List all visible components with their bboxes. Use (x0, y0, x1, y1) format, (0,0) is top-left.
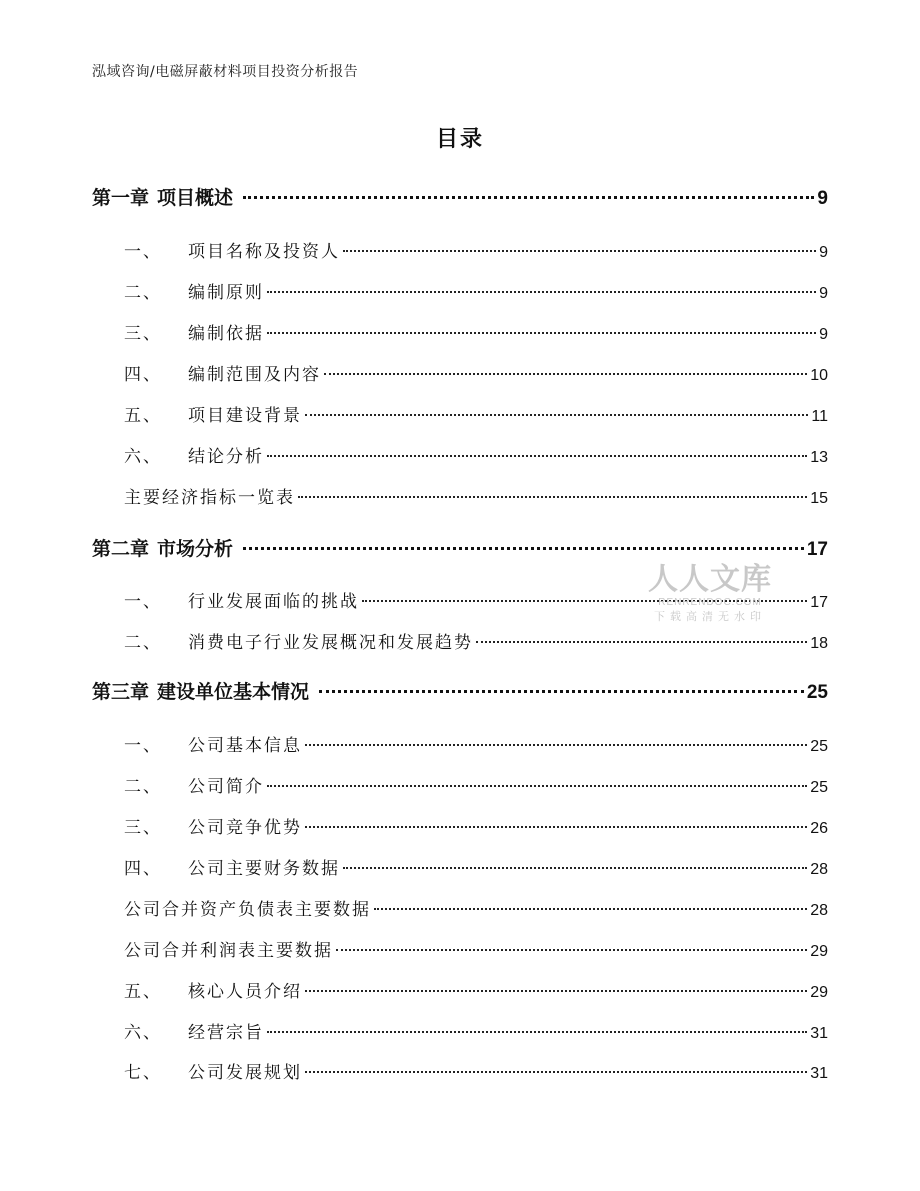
toc-section-entry[interactable] (124, 360, 828, 385)
toc-entry-title: 消费电子行业发展概况和发展趋势 (188, 633, 473, 653)
toc-chapter-entry[interactable] (92, 183, 828, 210)
toc-dot-leader (336, 949, 807, 951)
toc-dot-leader (374, 908, 807, 910)
toc-entry-title: 公司合并资产负债表主要数据 (124, 900, 371, 920)
toc-dot-leader (319, 690, 804, 693)
toc-entry-number: 三、 (124, 818, 162, 838)
toc-dot-leader (267, 291, 816, 293)
toc-entry-number: 五、 (124, 406, 162, 426)
toc-section-entry[interactable] (124, 442, 828, 467)
toc-page-number: 17 (806, 539, 828, 560)
toc-section-entry[interactable] (124, 813, 828, 838)
toc-page-number: 9 (819, 326, 828, 343)
toc-page-number: 9 (819, 244, 828, 261)
toc-dot-leader (343, 250, 816, 252)
running-header: 泓域咨询/电磁屏蔽材料项目投资分析报告 (92, 64, 359, 80)
toc-entry-number: 四、 (124, 365, 162, 385)
toc-entry-number: 四、 (124, 859, 162, 879)
toc-section-entry[interactable] (124, 628, 828, 653)
toc-dot-leader (267, 785, 807, 787)
toc-page-number: 25 (810, 738, 828, 755)
toc-section-entry[interactable] (124, 977, 828, 1002)
toc-dot-leader (243, 196, 814, 199)
toc-page-number: 31 (810, 1065, 828, 1082)
toc-entry-title: 公司合并利润表主要数据 (124, 941, 333, 961)
toc-entry-title: 公司发展规划 (188, 1063, 302, 1083)
toc-entry-title: 主要经济指标一览表 (124, 488, 295, 508)
toc-page-number: 25 (810, 779, 828, 796)
toc-page-number: 29 (810, 943, 828, 960)
toc-dot-leader (267, 455, 807, 457)
toc-page-number: 18 (810, 635, 828, 652)
toc-entry-number: 六、 (124, 447, 162, 467)
toc-page-number: 25 (806, 682, 828, 703)
toc-section-entry[interactable] (124, 1058, 828, 1083)
toc-page-number: 17 (810, 594, 828, 611)
toc-entry-title: 编制原则 (188, 283, 264, 303)
toc-entry-number: 七、 (124, 1063, 162, 1083)
toc-entry-title: 项目名称及投资人 (188, 242, 340, 262)
toc-page-number: 29 (810, 984, 828, 1001)
toc-entry-title: 市场分析 (157, 538, 234, 560)
toc-dot-leader (324, 373, 807, 375)
toc-entry-number: 第一章 (92, 187, 150, 209)
toc-title: 目录 (435, 127, 484, 152)
toc-section-entry[interactable] (124, 895, 828, 920)
toc-page-number: 28 (810, 902, 828, 919)
toc-section-entry[interactable] (124, 936, 828, 961)
toc-entry-title: 行业发展面临的挑战 (188, 592, 359, 612)
toc-entry-title: 项目概述 (157, 187, 234, 209)
toc-section-entry[interactable] (124, 278, 828, 303)
toc-entry-title: 核心人员介绍 (188, 982, 302, 1002)
toc-page-number: 9 (819, 285, 828, 302)
toc-dot-leader (476, 641, 807, 643)
toc-page-number: 26 (810, 820, 828, 837)
toc-dot-leader (305, 1071, 807, 1073)
toc-page-number: 15 (810, 490, 828, 507)
toc-entry-number: 五、 (124, 982, 162, 1002)
toc-entry-title: 建设单位基本情况 (157, 681, 310, 703)
watermark-main-text: 人人文库 (648, 562, 772, 597)
toc-section-entry[interactable] (124, 854, 828, 879)
toc-section-entry[interactable] (124, 319, 828, 344)
toc-dot-leader (267, 332, 816, 334)
toc-dot-leader (267, 1031, 807, 1033)
toc-dot-leader (305, 414, 808, 416)
toc-entry-number: 二、 (124, 283, 162, 303)
toc-entry-number: 三、 (124, 324, 162, 344)
toc-dot-leader (298, 496, 807, 498)
toc-page-number: 10 (810, 367, 828, 384)
toc-entry-title: 公司主要财务数据 (188, 859, 340, 879)
toc-entry-title: 公司简介 (188, 777, 264, 797)
toc-dot-leader (305, 990, 807, 992)
toc-entry-title: 结论分析 (188, 447, 264, 467)
toc-page-number: 9 (817, 188, 828, 209)
toc-dot-leader (343, 867, 807, 869)
toc-section-entry[interactable] (124, 731, 828, 756)
toc-entry-number: 二、 (124, 633, 162, 653)
toc-entry-number: 一、 (124, 592, 162, 612)
toc-section-entry[interactable] (124, 401, 828, 426)
toc-entry-number: 六、 (124, 1023, 162, 1043)
toc-section-entry[interactable] (124, 587, 828, 612)
toc-entry-title: 公司基本信息 (188, 736, 302, 756)
toc-entry-title: 项目建设背景 (188, 406, 302, 426)
toc-section-entry[interactable] (124, 1018, 828, 1043)
toc-entry-number: 一、 (124, 736, 162, 756)
toc-section-entry[interactable] (124, 483, 828, 508)
watermark-subtitle: 下载高清无水印 (654, 610, 766, 623)
toc-entry-number: 第三章 (92, 681, 150, 703)
toc-section-entry[interactable] (124, 237, 828, 262)
toc-dot-leader (305, 744, 807, 746)
toc-chapter-entry[interactable] (92, 534, 828, 561)
toc-entry-number: 二、 (124, 777, 162, 797)
toc-page-number: 11 (811, 408, 828, 425)
toc-entry-title: 编制依据 (188, 324, 264, 344)
toc-chapter-entry[interactable] (92, 677, 828, 704)
toc-entry-number: 第二章 (92, 538, 150, 560)
toc-dot-leader (243, 547, 804, 550)
toc-dot-leader (305, 826, 807, 828)
toc-entry-title: 公司竞争优势 (188, 818, 302, 838)
toc-page-number: 31 (810, 1025, 828, 1042)
toc-entry-title: 经营宗旨 (188, 1023, 264, 1043)
toc-entry-title: 编制范围及内容 (188, 365, 321, 385)
toc-page-number: 13 (810, 449, 828, 466)
watermark-domain: RENRENDOC.COM (658, 597, 762, 608)
toc-entry-number: 一、 (124, 242, 162, 262)
toc-section-entry[interactable] (124, 772, 828, 797)
toc-page-number: 28 (810, 861, 828, 878)
toc-dot-leader (362, 600, 807, 602)
